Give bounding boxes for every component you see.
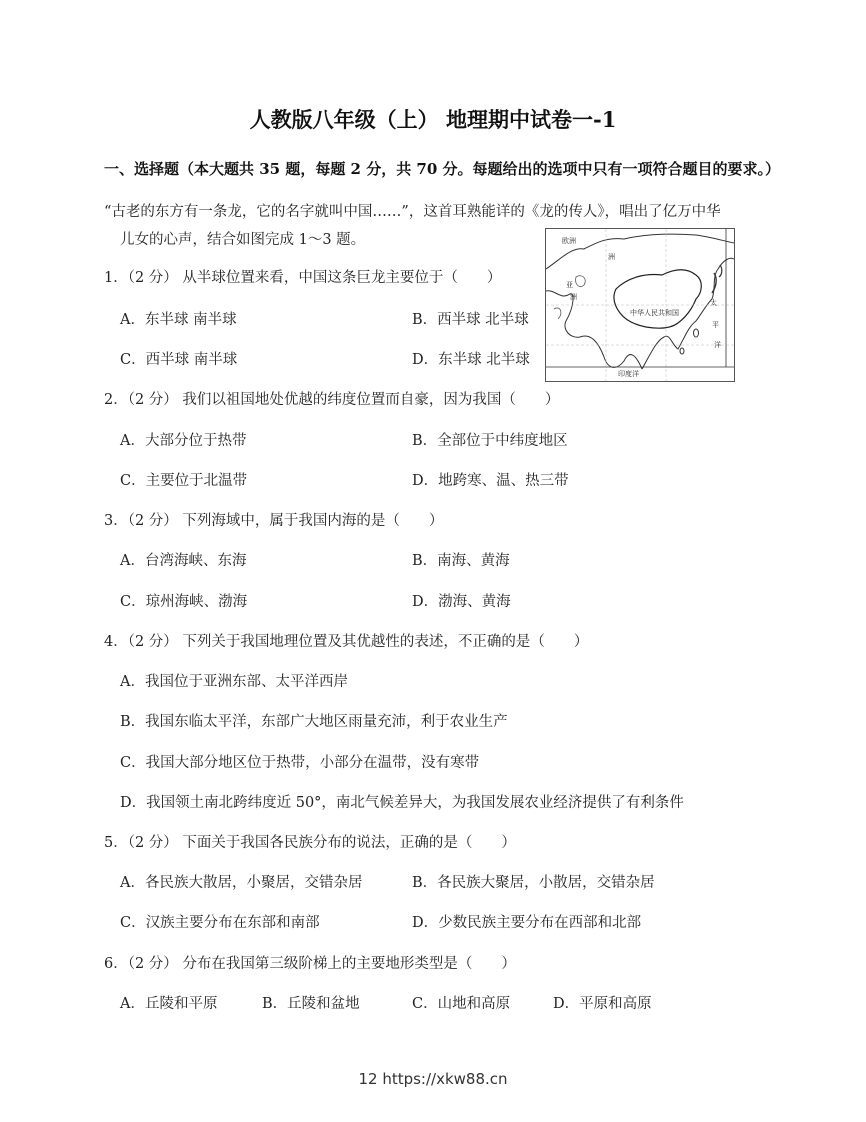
map-label-tai: 太 — [710, 299, 717, 307]
page-footer: 12 https://xkw88.cn — [358, 1070, 508, 1088]
intro-line-2: 儿女的心声，结合如图完成 1～3 题。 — [120, 232, 366, 248]
question-3-option-d[interactable]: D．渤海、黄海 — [412, 594, 511, 610]
question-4-option-a[interactable]: A．我国位于亚洲东部、太平洋西岸 — [120, 674, 348, 690]
question-2-option-a[interactable]: A．大部分位于热带 — [120, 433, 247, 449]
question-6-option-a[interactable]: A．丘陵和平原 — [120, 996, 218, 1012]
question-5-option-d[interactable]: D．少数民族主要分布在西部和北部 — [412, 915, 642, 931]
question-6-option-d[interactable]: D．平原和高原 — [553, 996, 652, 1012]
question-4-stem: 4．（2 分） 下列关于我国地理位置及其优越性的表述，不正确的是（ ） — [104, 634, 589, 650]
question-2-option-d[interactable]: D．地跨寒、温、热三带 — [412, 473, 569, 489]
question-6-stem: 6．（2 分） 分布在我国第三级阶梯上的主要地形类型是（ ） — [104, 956, 516, 972]
question-3-option-c[interactable]: C．琼州海峡、渤海 — [120, 594, 248, 610]
page-title: 人教版八年级（上） 地理期中试卷一-1 — [249, 107, 617, 132]
map-label-zhou-1: 洲 — [608, 253, 615, 261]
question-4-option-d[interactable]: D．我国领土南北跨纬度近 50°，南北气候差异大，为我国发展农业经济提供了有利条件 — [120, 795, 684, 811]
map-label-ya: 亚 — [566, 281, 573, 289]
map-label-yang: 洋 — [714, 341, 721, 349]
map-label-ping: 平 — [712, 321, 719, 329]
map-drawing — [546, 229, 734, 381]
intro-line-1: “古老的东方有一条龙，它的名字就叫中国……”，这首耳熟能详的《龙的传人》，唱出了亿万中华 — [104, 204, 721, 220]
question-3-option-b[interactable]: B．南海、黄海 — [412, 553, 510, 569]
question-1-stem: 1．（2 分） 从半球位置来看，中国这条巨龙主要位于（ ） — [104, 270, 502, 286]
asia-map-figure — [545, 228, 735, 382]
question-5-stem: 5．（2 分） 下面关于我国各民族分布的说法，正确的是（ ） — [104, 835, 516, 851]
map-label-indian-ocean: 印度洋 — [618, 370, 639, 378]
question-2-option-c[interactable]: C．主要位于北温带 — [120, 473, 248, 489]
question-1-option-b[interactable]: B．西半球 北半球 — [412, 312, 529, 328]
question-3-stem: 3．（2 分） 下列海域中，属于我国内海的是（ ） — [104, 513, 444, 529]
question-2-option-b[interactable]: B．全部位于中纬度地区 — [412, 433, 568, 449]
map-label-prc: 中华人民共和国 — [630, 309, 679, 317]
question-2-stem: 2．（2 分） 我们以祖国地处优越的纬度位置而自豪，因为我国（ ） — [104, 392, 560, 408]
question-3-option-a[interactable]: A．台湾海峡、东海 — [120, 553, 247, 569]
section-heading: 一、选择题（本大题共 35 题，每题 2 分，共 70 分。每题给出的选项中只有一项符合题目的要求。） — [104, 160, 781, 178]
question-1-option-a[interactable]: A．东半球 南半球 — [120, 312, 237, 328]
question-5-option-a[interactable]: A．各民族大散居，小聚居，交错杂居 — [120, 875, 363, 891]
question-5-option-b[interactable]: B．各民族大聚居，小散居，交错杂居 — [412, 875, 655, 891]
map-label-europe: 欧洲 — [562, 237, 576, 245]
question-6-option-c[interactable]: C．山地和高原 — [412, 996, 511, 1012]
question-1-option-d[interactable]: D．东半球 北半球 — [412, 352, 530, 368]
question-5-option-c[interactable]: C．汉族主要分布在东部和南部 — [120, 915, 320, 931]
question-4-option-b[interactable]: B．我国东临太平洋，东部广大地区雨量充沛，利于农业生产 — [120, 714, 508, 730]
map-label-zhou-2: 洲 — [570, 293, 577, 301]
question-4-option-c[interactable]: C．我国大部分地区位于热带，小部分在温带，没有寒带 — [120, 755, 480, 771]
question-6-option-b[interactable]: B．丘陵和盆地 — [262, 996, 360, 1012]
question-1-option-c[interactable]: C．西半球 南半球 — [120, 352, 238, 368]
